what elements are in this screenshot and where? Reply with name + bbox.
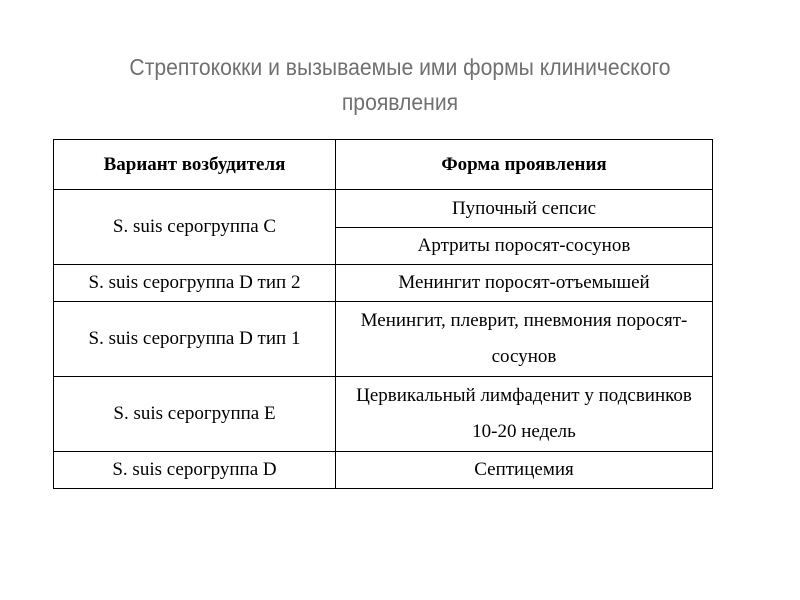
table-row bbox=[54, 302, 713, 377]
table-row bbox=[54, 265, 713, 302]
pathogen-cell: S. suis серогруппа E bbox=[54, 377, 336, 452]
table-row bbox=[54, 190, 713, 227]
table-row bbox=[54, 377, 713, 452]
slide-title: Стрептококки и вызываемые ими формы клинического проявления bbox=[129, 54, 671, 115]
table-header-row bbox=[54, 140, 713, 190]
table-container bbox=[53, 139, 712, 489]
form-cell: Менингит, плеврит, пневмония поросят-сосунов bbox=[336, 302, 713, 377]
form-cell: Артриты поросят-сосунов bbox=[336, 227, 713, 264]
form-cell: Пупочный сепсис bbox=[336, 190, 713, 227]
pathogen-cell: S. suis серогруппа D тип 1 bbox=[54, 302, 336, 377]
pathogen-table bbox=[53, 139, 713, 489]
header-pathogen: Вариант возбудителя bbox=[54, 140, 336, 190]
table-row bbox=[54, 451, 713, 488]
header-form: Форма проявления bbox=[336, 140, 713, 190]
pathogen-cell: S. suis серогруппа D bbox=[54, 451, 336, 488]
form-cell: Септицемия bbox=[336, 451, 713, 488]
form-cell: Менингит поросят-отъемышей bbox=[336, 265, 713, 302]
form-cell: Цервикальный лимфаденит у подсвинков 10-20 недель bbox=[336, 377, 713, 452]
pathogen-cell: S. suis серогруппа С bbox=[54, 190, 336, 265]
pathogen-cell: S. suis серогруппа D тип 2 bbox=[54, 265, 336, 302]
